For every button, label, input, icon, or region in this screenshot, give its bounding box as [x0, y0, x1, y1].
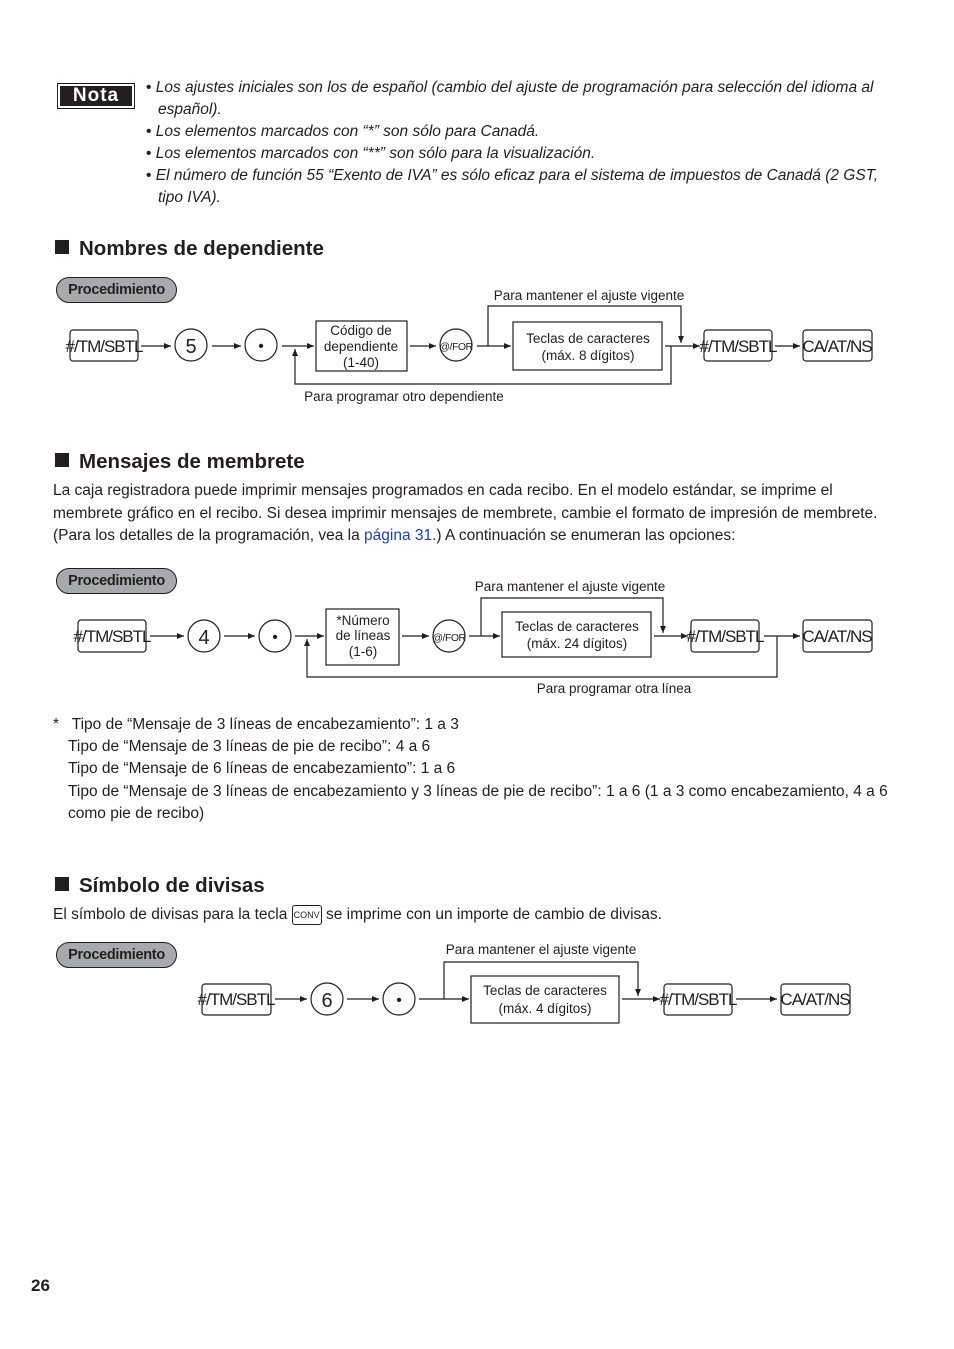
section-heading-divisas: Símbolo de divisas — [55, 873, 265, 899]
heading-square-icon — [55, 453, 69, 467]
section-heading-nombres: Nombres de dependiente — [55, 236, 324, 262]
section-heading-membrete: Mensajes de membrete — [55, 449, 305, 475]
nota-item: • El número de función 55 “Exento de IVA” es sólo eficaz para el sistema de impuestos de Canadá (2 GST, tipo IVA). — [146, 165, 886, 209]
loop-label: Para programar otra línea — [536, 681, 692, 696]
key-cash: CA/AT/NS — [780, 990, 850, 1009]
footnote: Tipo de “Mensaje de 3 líneas de pie de recibo”: 4 a 6 — [68, 738, 431, 756]
key-dot: • — [258, 338, 264, 355]
footnote: Tipo de “Mensaje de 3 líneas de encabezamiento y 3 líneas de pie de recibo”: 1 a 6 (1 a 3 como encabezamiento, 4 a 6 como pie de recibo) — [68, 782, 888, 822]
conv-key-icon: CONV — [292, 905, 322, 925]
box-line: (1-6) — [348, 644, 378, 659]
box-line: *Número — [336, 613, 390, 628]
nota-item: • Los elementos marcados con “*” son sólo para Canadá. — [146, 121, 886, 143]
box-line: Teclas de caracteres — [526, 331, 650, 346]
key-number: 4 — [198, 627, 210, 649]
keep-setting-label: Para mantener el ajuste vigente — [474, 579, 666, 594]
box-line: Teclas de caracteres — [515, 619, 639, 634]
key-number: 5 — [185, 336, 197, 358]
keep-setting-label: Para mantener el ajuste vigente — [493, 288, 685, 303]
box-line: (máx. 8 dígitos) — [541, 348, 635, 363]
membrete-intro: La caja registradora puede imprimir mensajes programados en cada recibo. En el modelo estándar, se imprime el membrete gráfico en el recibo. Si desea imprimir mensajes de membrete, cambie el formato de impresión de membrete. (Para los detalles de la programación, vea la página 31.) A continuación se enumeran las opciones: — [53, 482, 878, 544]
procedure-badge: Procedimiento — [56, 942, 177, 968]
footnote: * Tipo de “Mensaje de 3 líneas de encabezamiento”: 1 a 3 — [53, 716, 459, 733]
footnotes — [53, 714, 893, 825]
key-sbtl: #/TM/SBTL — [686, 627, 764, 646]
box-line: de líneas — [335, 628, 391, 643]
box-line: Código de — [330, 323, 392, 338]
heading-square-icon — [55, 877, 69, 891]
key-sbtl: #/TM/SBTL — [197, 990, 275, 1009]
nota-badge: Nota — [57, 83, 135, 109]
keep-setting-label: Para mantener el ajuste vigente — [445, 942, 637, 957]
page-number: 26 — [31, 1276, 50, 1295]
key-for: @/FOR — [432, 632, 466, 644]
procedure-badge: Procedimiento — [56, 277, 177, 303]
key-for: @/FOR — [439, 341, 473, 353]
key-dot: • — [272, 629, 278, 646]
divisas-intro: El símbolo de divisas para la tecla CONV se imprime con un importe de cambio de divisas. — [53, 906, 662, 923]
box-line: dependiente — [323, 339, 399, 354]
key-number: 6 — [321, 990, 333, 1012]
box-line: (1-40) — [342, 355, 380, 370]
box-line: (máx. 24 dígitos) — [526, 636, 628, 651]
footnote: Tipo de “Mensaje de 6 líneas de encabezamiento”: 1 a 6 — [68, 760, 456, 778]
box-line: Teclas de caracteres — [483, 983, 607, 998]
key-sbtl: #/TM/SBTL — [659, 990, 737, 1009]
key-dot: • — [396, 992, 402, 1009]
key-cash: CA/AT/NS — [802, 337, 872, 356]
key-sbtl: #/TM/SBTL — [65, 337, 143, 356]
key-sbtl: #/TM/SBTL — [699, 337, 777, 356]
loop-label: Para programar otro dependiente — [304, 389, 504, 404]
nota-item: • Los ajustes iniciales son los de español (cambio del ajuste de programación para selección del idioma al español). — [146, 77, 886, 121]
procedure-badge: Procedimiento — [56, 568, 177, 594]
key-cash: CA/AT/NS — [802, 627, 872, 646]
box-line: (máx. 4 dígitos) — [498, 1001, 592, 1016]
page-link[interactable]: página 31 — [364, 527, 433, 544]
nota-item: • Los elementos marcados con “**” son sólo para la visualización. — [146, 143, 886, 165]
key-sbtl: #/TM/SBTL — [73, 627, 151, 646]
